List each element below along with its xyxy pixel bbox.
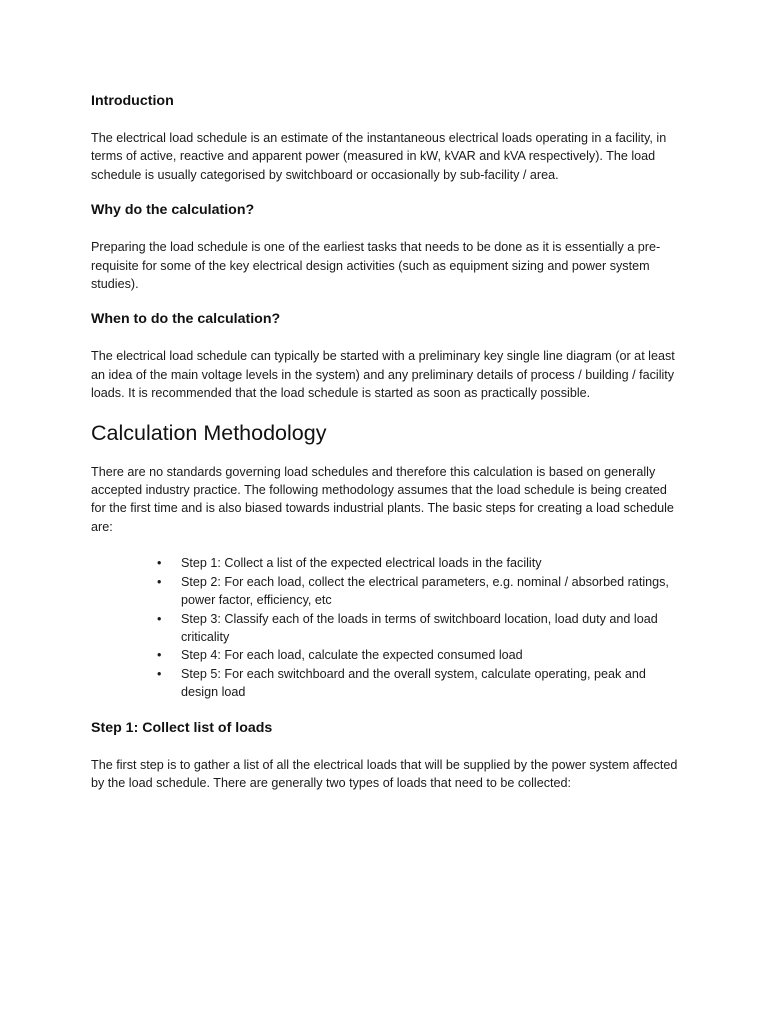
step-list-item: [157, 554, 680, 572]
step-list-item: [157, 573, 680, 610]
introduction-heading: Introduction: [91, 93, 174, 109]
when-paragraph: The electrical load schedule can typically be started with a preliminary key single line diagram (or at least an idea of the main voltage levels in the system) and any preliminary details of process / building / facility loads. It is recommended that the load schedule is started as soon as practically possible.: [91, 349, 675, 401]
step-list-item: [157, 610, 680, 647]
step-text: Step 4: For each load, calculate the expected consumed load: [181, 648, 523, 663]
step-list-item: [157, 665, 680, 702]
step-list-item: [157, 646, 680, 664]
step-text: Step 2: For each load, collect the electrical parameters, e.g. nominal / absorbed ratings, power factor, efficiency, etc: [181, 574, 669, 608]
methodology-paragraph: There are no standards governing load schedules and therefore this calculation is based on generally accepted industry practice. The following methodology assumes that the load schedule is being created for the first time and is also biased towards industrial plants. The basic steps for creating a load schedule are:: [91, 464, 674, 534]
bullet-icon: •: [157, 574, 162, 589]
bullet-icon: •: [157, 666, 162, 681]
step1-heading: Step 1: Collect list of loads: [91, 719, 273, 736]
step1-paragraph: The first step is to gather a list of all the electrical loads that will be supplied by the power system affected by the load schedule. There are generally two types of loads that need to be collected:: [91, 757, 678, 790]
introduction-paragraph: The electrical load schedule is an estimate of the instantaneous electrical loads operating in a facility, in terms of active, reactive and apparent power (measured in kW, kVAR and kVA respectively). The load schedule is usually categorised by switchboard or occasionally by sub-facility / area.: [91, 131, 667, 182]
bullet-icon: •: [157, 611, 162, 626]
why-paragraph: Preparing the load schedule is one of the earliest tasks that needs to be done as it is essentially a pre-requisite for some of the key electrical design activities (such as equipment sizing and power system studies).: [91, 240, 661, 292]
bullet-icon: •: [157, 648, 162, 663]
step-text: Step 5: For each switchboard and the overall system, calculate operating, peak and design load: [181, 666, 646, 700]
why-heading: Why do the calculation?: [91, 202, 255, 219]
step-text: Step 3: Classify each of the loads in terms of switchboard location, load duty and load criticality: [181, 611, 658, 644]
bullet-icon: •: [157, 556, 162, 571]
step-text: Step 1: Collect a list of the expected electrical loads in the facility: [181, 556, 542, 571]
steps-list: [91, 554, 680, 701]
when-heading: When to do the calculation?: [91, 311, 281, 328]
methodology-heading: Calculation Methodology: [91, 420, 327, 445]
